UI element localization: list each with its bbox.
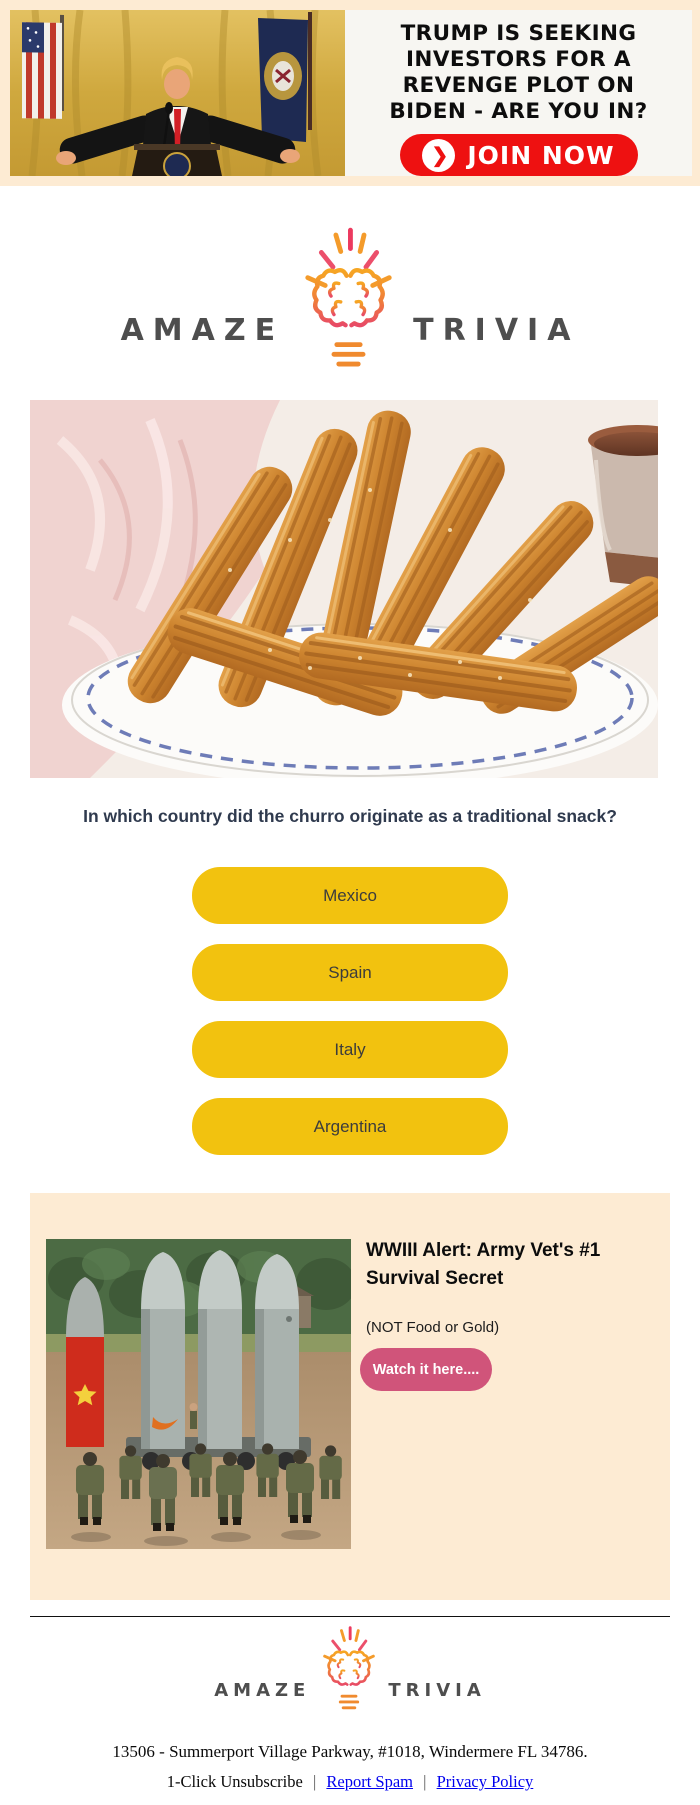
- footer-divider: [30, 1616, 670, 1617]
- top-ad-banner[interactable]: [0, 0, 700, 186]
- quiz-question: In which country did the churro originate as a traditional snack?: [83, 806, 617, 826]
- report-spam-link[interactable]: Report Spam: [326, 1772, 414, 1791]
- brand-logo: [0, 232, 700, 378]
- privacy-policy-link[interactable]: Privacy Policy: [436, 1772, 534, 1791]
- brand-name-left: AMAZE: [120, 313, 285, 348]
- option-italy[interactable]: Italy: [192, 1021, 508, 1078]
- footer-brand-logo: [0, 1630, 700, 1718]
- churros-image: [30, 400, 658, 778]
- option-argentina[interactable]: Argentina: [192, 1098, 508, 1155]
- footer-links: [0, 1772, 700, 1792]
- bottom-ad-headline: WWIII Alert: Army Vet's #1 Survival Secret: [366, 1240, 601, 1289]
- option-mexico[interactable]: Mexico: [192, 867, 508, 924]
- trump-photo: [10, 10, 345, 176]
- footer-brain-bulb-icon: [320, 1626, 378, 1718]
- top-ad-headline: TRUMP IS SEEKING INVESTORS FOR A REVENGE PLOT ON BIDEN - ARE YOU IN?: [389, 21, 648, 124]
- join-now-button[interactable]: [400, 134, 638, 176]
- footer-brand-name-right: TRIVIA: [388, 1680, 486, 1701]
- option-spain[interactable]: Spain: [192, 944, 508, 1001]
- brand-name-right: TRIVIA: [413, 313, 580, 348]
- unsubscribe-link[interactable]: 1-Click Unsubscribe: [166, 1772, 303, 1791]
- chevron-right-icon: ❯: [422, 139, 455, 172]
- top-ad-text-panel: [345, 10, 692, 176]
- join-now-label: JOIN NOW: [467, 140, 615, 170]
- footer-brand-name-left: AMAZE: [214, 1680, 311, 1701]
- link-separator: |: [423, 1772, 427, 1791]
- bottom-ad-section[interactable]: [30, 1193, 670, 1600]
- missiles-image[interactable]: [46, 1239, 351, 1549]
- bottom-ad-subline: (NOT Food or Gold): [366, 1319, 500, 1336]
- watch-it-here-button[interactable]: Watch it here....: [360, 1348, 492, 1391]
- footer-address: 13506 - Summerport Village Parkway, #1018, Windermere FL 34786.: [112, 1742, 588, 1761]
- link-separator: |: [312, 1772, 317, 1791]
- brain-bulb-icon: [300, 227, 397, 378]
